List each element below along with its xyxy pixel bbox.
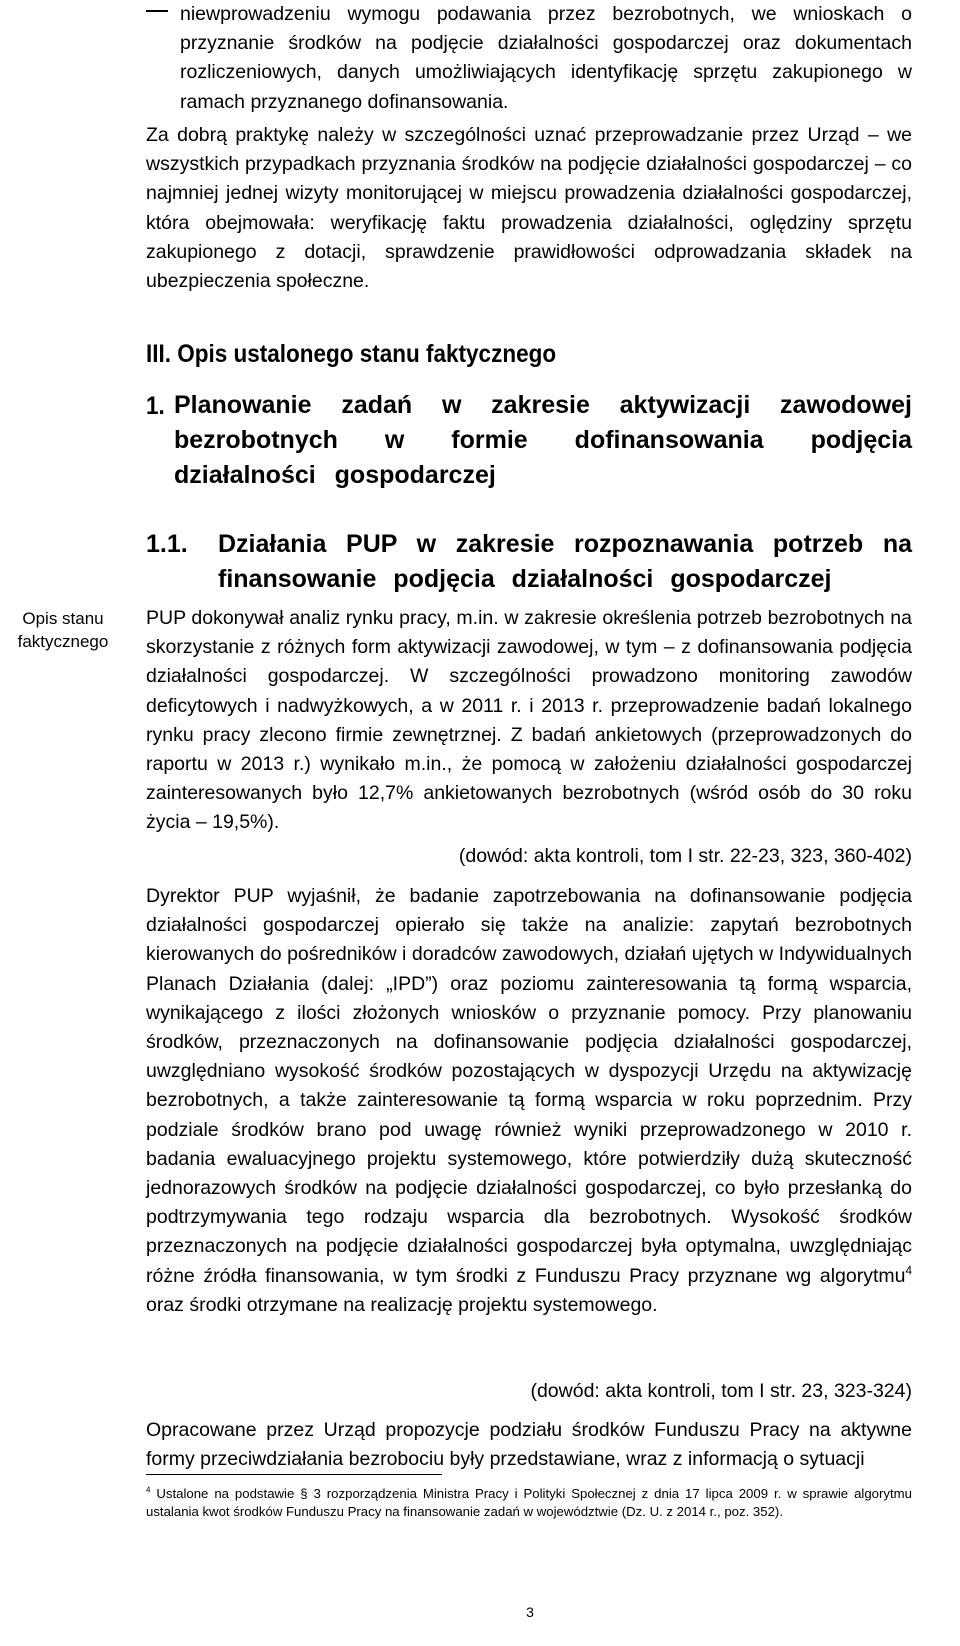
page-number: 3 — [526, 1604, 534, 1620]
bullet-dash — [146, 10, 168, 12]
heading-1-1-number: 1.1. — [146, 530, 188, 558]
paragraph-pup: PUP dokonywał analiz rynku pracy, m.in. w zakresie określenia potrzeb bezrobotnych na skorzystanie z różnych form aktywizacji zawodowej, w tym – z dofinansowania podjęcia działalności gospodarczej. W szczególności prowadzono monitoring zawodów deficytowych i nadwyżkowych, a w 2011 r. i 2013 r. przeprowadzenie badań lokalnego rynku pracy zlecono firmie zewnętrznej. Z badań ankietowych (przeprowadzonych do raportu w 2013 r.) wynikało m.in., że pomocą w założeniu działalności gospodarczej zainteresowanych było 12,7% ankietowanych bezrobotnych (wśród osób do 30 roku życia – 19,5%). — [146, 607, 912, 834]
paragraph-last: Opracowane przez Urząd propozycje podziału środków Funduszu Pracy na aktywne formy przeciwdziałania bezrobociu były przedstawiane, wraz z informacją o sytuacji — [146, 1419, 912, 1471]
margin-note: Opis stanu faktycznego — [17, 609, 109, 651]
bullet-paragraph: niewprowadzeniu wymogu podawania przez bezrobotnych, we wnioskach o przyznanie środków na podjęcie działalności gospodarczej oraz dokumentach rozliczeniowych, danych umożliwiających identyfikację sprzętu zakupionego w ramach przyznanego dofinansowania. — [180, 3, 912, 113]
footnote-number: 4 — [146, 1485, 151, 1495]
heading-1-1-text: Działania PUP w zakresie rozpoznawania potrzeb na finansowanie podjęcia działalności gospodarczej — [218, 530, 912, 593]
footnote — [146, 1485, 912, 1521]
evidence-reference-1: (dowód: akta kontroli, tom I str. 22-23, 323, 360-402) — [458, 845, 912, 867]
heading-1-text: Planowanie zadań w zakresie aktywizacji zawodowej bezrobotnych w formie dofinansowania podjęcia działalności gospodarczej — [174, 391, 912, 489]
paragraph-director-text: Dyrektor PUP wyjaśnił, że badanie zapotrzebowania na dofinansowanie podjęcia działalności gospodarczej opierało się także na analizie: zapytań bezrobotnych kierowanych do pośredników i doradców zawodowych, działań ujętych w Indywidualnych Planach Działania (dalej: „IPD”) oraz poziomu zainteresowania tą formą wsparcia, wynikającego z ilości złożonych wniosków o przyznanie pomocy. Przy planowaniu środków, przeznaczonych na dofinansowanie podjęcia działalności gospodarczej, uwzględniano wysokość środków pozostających w dyspozycji Urzędu na aktywizację bezrobotnych, a także zainteresowanie tą formą wsparcia w roku poprzednim. Przy podziale środków brano pod uwagę również wyniki przeprowadzonego w 2010 r. badania ewaluacyjnego projektu systemowego, które potwierdziły dużą skuteczność jednorazowych środków na podjęcie działalności gospodarczej, co było przesłanką do podtrzymywania tego rodzaju wsparcia dla bezrobotnych. Wysokość środków przeznaczonych na podjęcie działalności gospodarczej była optymalna, uwzględniając różne źródła finansowania, w tym środki z Funduszu Pracy przyznane wg algorytmu — [146, 885, 912, 1287]
footnote-text: Ustalone na podstawie § 3 rozporządzenia Ministra Pracy i Polityki Społecznej z dnia 17 lipca 2009 r. w sprawie algorytmu ustalania kwot środków Funduszu Pracy na finansowanie zadań w województwie (Dz. U. z 2014 r., poz. 352). — [146, 1486, 912, 1519]
paragraph-director-tail: oraz środki otrzymane na realizację projektu systemowego. — [146, 1293, 658, 1316]
section-heading: III. Opis ustalonego stanu faktycznego — [146, 340, 557, 368]
heading-1-number: 1. — [146, 392, 165, 420]
footnote-separator — [146, 1474, 442, 1475]
paragraph-director — [146, 882, 912, 1320]
footnote-reference: 4 — [905, 1264, 912, 1278]
evidence-reference-2: (dowód: akta kontroli, tom I str. 23, 323-324) — [530, 1380, 912, 1402]
good-practice-paragraph: Za dobrą praktykę należy w szczególności uznać przeprowadzanie przez Urząd – we wszystkich przypadkach przyznania środków na podjęcie działalności gospodarczej – co najmniej jednej wizyty monitorującej w miejscu prowadzenia działalności gospodarczej, która obejmowała: weryfikację faktu prowadzenia działalności, oględziny sprzętu zakupionego z dotacji, sprawdzenie prawidłowości odprowadzania składek na ubezpieczenia społeczne. — [146, 124, 912, 293]
